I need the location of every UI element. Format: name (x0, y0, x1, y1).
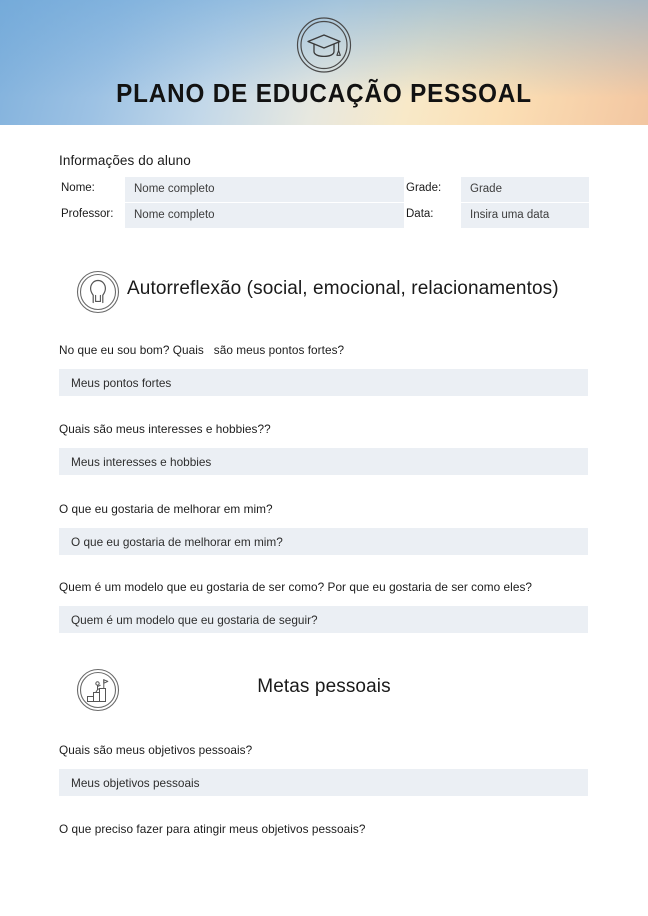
input-data[interactable]: Insira uma data (461, 203, 589, 228)
question-prompt-5: Quais são meus objetivos pessoais? (59, 743, 253, 757)
student-info-grid (59, 177, 589, 228)
input-professor[interactable]: Nome completo (125, 203, 404, 228)
question-prompt-2: Quais são meus interesses e hobbies?? (59, 422, 271, 436)
question-prompt-3: O que eu gostaria de melhorar em mim? (59, 502, 273, 516)
input-nome[interactable]: Nome completo (125, 177, 404, 202)
input-grade[interactable]: Grade (461, 177, 589, 202)
section-header-autorreflexao (0, 270, 648, 316)
answer-input-1[interactable]: Meus pontos fortes (59, 369, 588, 396)
section-title-autorreflexao: Autorreflexão (social, emocional, relacionamentos) (127, 278, 559, 299)
section-title-metas: Metas pessoais (257, 676, 391, 697)
answer-input-5[interactable]: Meus objetivos pessoais (59, 769, 588, 796)
section-header-metas (0, 668, 648, 714)
label-professor: Professor: (61, 208, 114, 220)
question-prompt-4: Quem é um modelo que eu gostaria de ser como? Por que eu gostaria de ser como eles? (59, 580, 533, 594)
label-nome: Nome: (61, 182, 95, 194)
page-header-banner (0, 0, 648, 125)
question-prompt-6: O que preciso fazer para atingir meus objetivos pessoais? (59, 822, 366, 836)
answer-input-3[interactable]: O que eu gostaria de melhorar em mim? (59, 528, 588, 555)
student-info-heading: Informações do aluno (59, 153, 191, 168)
label-grade: Grade: (406, 182, 442, 194)
answer-input-4[interactable]: Quem é um modelo que eu gostaria de seguir? (59, 606, 588, 633)
self-reflection-person-icon (76, 270, 120, 314)
question-prompt-1: No que eu sou bom? Quais são meus pontos fortes? (59, 343, 345, 357)
page-title: PLANO DE EDUCAÇÃO PESSOAL (116, 80, 532, 108)
label-data: Data: (406, 208, 434, 220)
answer-input-2[interactable]: Meus interesses e hobbies (59, 448, 588, 475)
graduation-cap-icon (295, 16, 353, 74)
